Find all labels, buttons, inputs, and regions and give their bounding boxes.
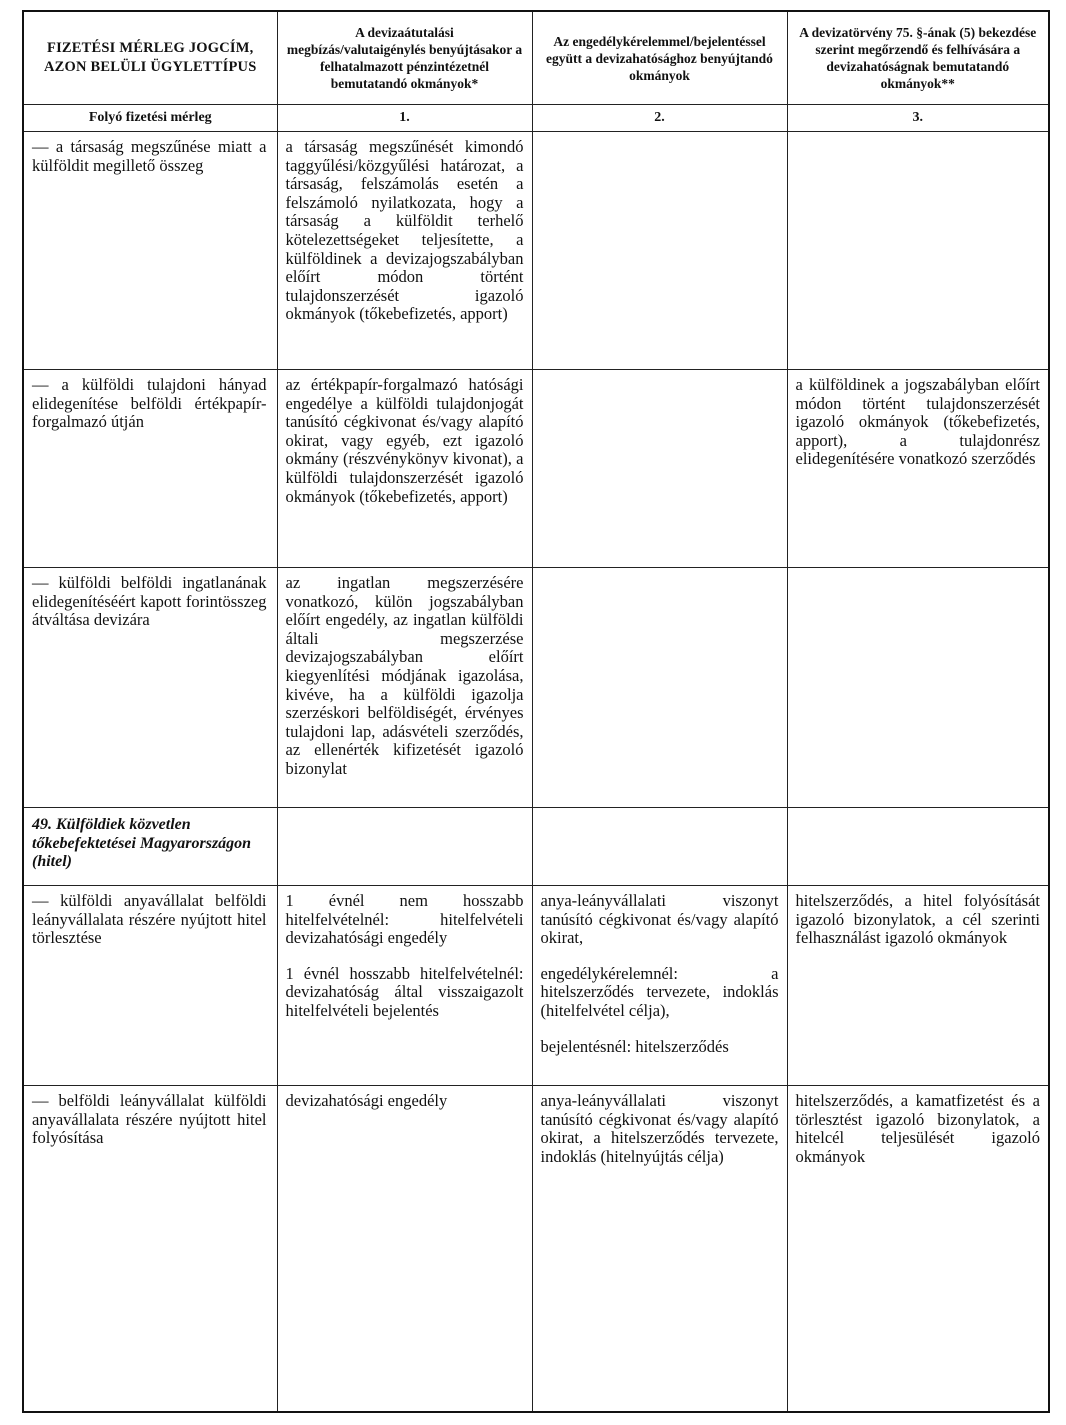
cell-text: bejelentésnél: hitelszerződés <box>540 1036 729 1056</box>
column-number-row <box>23 105 1049 132</box>
numbers-col-3: 3. <box>787 105 1049 132</box>
cell-text: devizahatósági engedély <box>285 1091 448 1110</box>
header-col-0: FIZETÉSI MÉRLEG JOGCÍM, AZON BELÜLI ÜGYLETTÍPUS <box>23 11 277 105</box>
cell-text: a külföldinek a jogszabályban előírt módon történt tulajdonszerzését igazoló okmányok (tőkebefizetés, apport), a tulajdonrész elidegenítésére vonatkozó szerződés <box>795 375 1040 469</box>
row-label: — belföldi leányvállalat külföldi anyavállalata részére nyújtott hitel folyósítása <box>23 1086 277 1412</box>
cell-text: hitelszerződés, a hitel folyósítását igazoló bizonylatok, a cél szerinti felhasználást igazoló okmányok <box>795 891 1040 948</box>
row-col-1 <box>277 568 532 808</box>
table-row <box>23 1086 1049 1412</box>
row-label: — a társaság megszűnése miatt a külföldit megillető összeg <box>23 132 277 370</box>
row-col-2 <box>532 370 787 568</box>
row-col-3 <box>787 886 1049 1086</box>
cell-text: engedélykérelemnél: a hitelszerződés tervezete, indoklás (hitelfelvétel célja), <box>540 963 779 1020</box>
row-label: — külföldi anyavállalat belföldi leányvállalata részére nyújtott hitel törlesztése <box>23 886 277 1086</box>
document-table <box>22 10 1050 1413</box>
cell-text: 1 évnél nem hosszabb hitelfelvételnél: hitelfelvételi devizahatósági engedély <box>285 891 524 948</box>
row-col-3 <box>787 132 1049 370</box>
row-col-2 <box>532 886 787 1086</box>
row-col-2 <box>532 1086 787 1412</box>
row-col-1 <box>277 886 532 1086</box>
table-row <box>23 370 1049 568</box>
row-col-2 <box>532 808 787 886</box>
row-col-2 <box>532 568 787 808</box>
table-row <box>23 132 1049 370</box>
row-col-2 <box>532 132 787 370</box>
numbers-col-1: 1. <box>277 105 532 132</box>
numbers-col-2: 2. <box>532 105 787 132</box>
cell-text: anya-leányvállalati viszonyt tanúsító cégkivonat és/vagy alapító okirat, <box>540 891 779 948</box>
header-col-2: Az engedélykérelemmel/bejelentéssel együtt a devizahatósághoz benyújtandó okmányok <box>532 11 787 105</box>
row-col-3 <box>787 568 1049 808</box>
row-col-1 <box>277 370 532 568</box>
table-row <box>23 886 1049 1086</box>
section-row <box>23 808 1049 886</box>
row-label: — a külföldi tulajdoni hányad elidegenítése belföldi értékpapír-forgalmazó útján <box>23 370 277 568</box>
row-col-3 <box>787 808 1049 886</box>
table-row <box>23 568 1049 808</box>
row-col-1 <box>277 808 532 886</box>
row-label: — külföldi belföldi ingatlanának elidegenítéséért kapott forintösszeg átváltása devizára <box>23 568 277 808</box>
section-title: 49. Külföldiek közvetlen tőkebefektetései Magyarországon (hitel) <box>23 808 277 886</box>
cell-text: az értékpapír-forgalmazó hatósági engedélye a külföldi tulajdonjogát tanúsító cégkivonat és/vagy alapító okirat, vagy egyéb, ezt igazoló okmány (részvénykönyv kivonat), a külföldi tulajdonszerzését igazoló okmányok (tőkebefizetés, apport) <box>285 375 524 506</box>
cell-text: anya-leányvállalati viszonyt tanúsító cégkivonat és/vagy alapító okirat, a hitelszerződés tervezete, indoklás (hitelnyújtás célja) <box>540 1091 779 1166</box>
header-row <box>23 11 1049 105</box>
cell-text: az ingatlan megszerzésére vonatkozó, külön jogszabályban előírt engedély, az ingatlan külföldi általi megszerzése devizajogszabályban előírt kiegyenlítési módjának igazolása, kivéve, ha a külföldi igazolja szerzéskori belföldiségét, érvényes tulajdoni lap, adásvételi szerződés, az ellenérték kifizetését igazoló bizonylat <box>285 573 524 778</box>
row-col-3 <box>787 370 1049 568</box>
header-col-3: A devizatörvény 75. §-ának (5) bekezdése szerint megőrzendő és felhívására a devizahatóságnak bemutatandó okmányok** <box>787 11 1049 105</box>
cell-text: hitelszerződés, a kamatfizetést és a törlesztést igazoló bizonylatok, a hitelcél teljesülését igazoló okmányok <box>795 1091 1040 1166</box>
cell-text: 1 évnél hosszabb hitelfelvételnél: devizahatóság által visszaigazolt hitelfelvételi bejelentés <box>285 963 524 1020</box>
numbers-col-0: Folyó fizetési mérleg <box>23 105 277 132</box>
cell-text: a társaság megszűnését kimondó taggyűlési/közgyűlési határozat, a társaság, felszámolás esetén a felszámoló nyilatkozata, hogy a társaság a külföldit terhelő kötelezettségeket teljesítette, a külföldinek a devizajogszabályban előírt módon történt tulajdonszerzését igazoló okmányok (tőkebefizetés, apport) <box>285 137 524 324</box>
row-col-1 <box>277 132 532 370</box>
header-col-1: A devizaátutalási megbízás/valutaigénylés benyújtásakor a felhatalmazott pénzintézetnél bemutatandó okmányok* <box>277 11 532 105</box>
row-col-3 <box>787 1086 1049 1412</box>
row-col-1 <box>277 1086 532 1412</box>
